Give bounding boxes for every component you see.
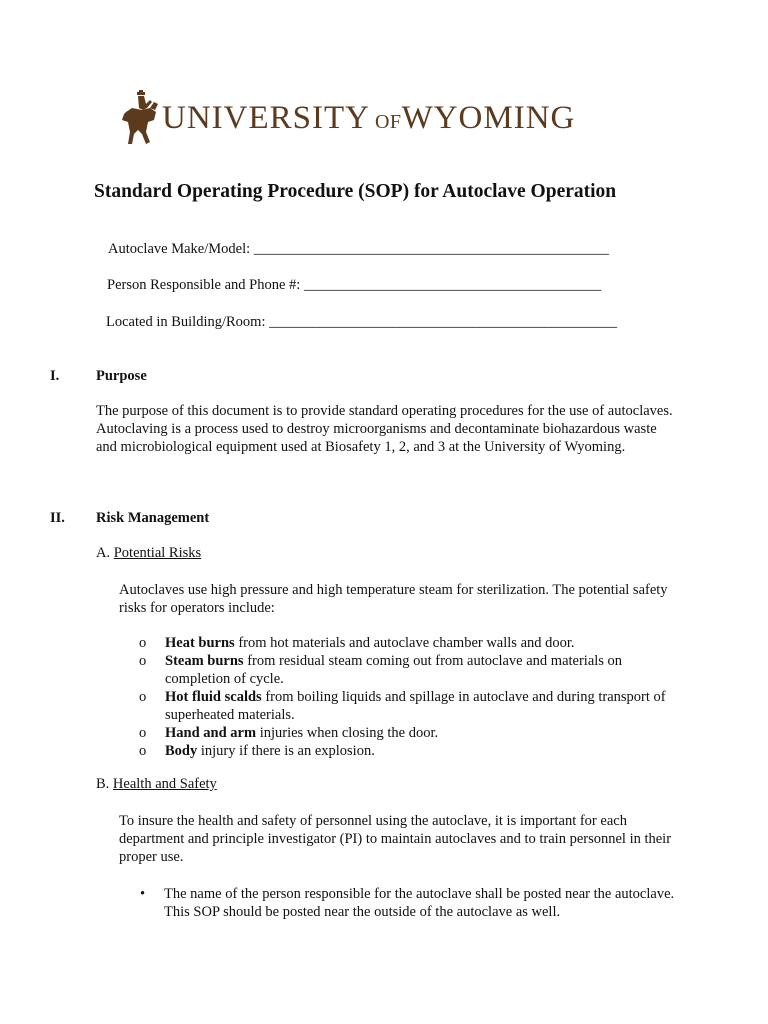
- subsection-b-letter: B.: [96, 776, 110, 792]
- safety-text: The name of the person responsible for the autoclave shall be posted near the autoclave.: [164, 886, 675, 902]
- safety-list: [140, 885, 730, 921]
- subsection-a-title: Potential Risks: [113, 545, 202, 561]
- risk-text: from boiling liquids and spillage in autoclave and during transport of: [261, 689, 666, 705]
- risk-label: Body: [165, 743, 198, 759]
- subsection-a-paragraph: [119, 581, 719, 617]
- section-2-number: II.: [50, 510, 65, 526]
- subsection-a-heading: [96, 545, 201, 562]
- subsection-b-heading: [96, 776, 217, 793]
- list-item: [139, 634, 719, 652]
- bullet-circle-icon: o: [139, 725, 147, 741]
- paragraph-line: Autoclaves use high pressure and high temperature steam for sterilization. The potential safety: [119, 582, 668, 598]
- section-1-paragraph: [96, 402, 736, 456]
- bullet-circle-icon: o: [139, 653, 147, 669]
- risk-text-continued: completion of cycle.: [165, 671, 284, 687]
- risk-label: Hand and arm: [165, 725, 257, 741]
- paragraph-line: department and principle investigator (PI) to maintain autoclaves and to train personnel in their: [119, 831, 672, 847]
- bullet-circle-icon: o: [139, 689, 147, 705]
- list-item: [139, 742, 719, 760]
- risk-text-continued: superheated materials.: [165, 707, 295, 723]
- bullet-circle-icon: o: [139, 635, 147, 651]
- subsection-b-paragraph: [119, 812, 719, 866]
- paragraph-line: risks for operators include:: [119, 600, 275, 616]
- subsection-a-letter: A.: [96, 545, 111, 561]
- list-item: [140, 885, 730, 921]
- section-1-title: Purpose: [96, 368, 147, 384]
- field-person-responsible[interactable]: Person Responsible and Phone #: _________________________________________: [107, 277, 602, 293]
- section-2-title: Risk Management: [96, 510, 210, 526]
- paragraph-line: The purpose of this document is to provide standard operating procedures for the use of autoclaves.: [96, 403, 673, 419]
- bullet-dot-icon: •: [140, 886, 146, 902]
- paragraph-line: Autoclaving is a process used to destroy microorganisms and decontaminate biohazardous waste: [96, 421, 657, 437]
- list-item: [139, 724, 719, 742]
- risk-label: Heat burns: [165, 635, 235, 651]
- list-item: [139, 652, 719, 688]
- logo-text-wyoming: WYOMING: [401, 100, 576, 136]
- paragraph-line: proper use.: [119, 849, 184, 865]
- paragraph-line: To insure the health and safety of personnel using the autoclave, it is important for each: [119, 813, 627, 829]
- risk-label: Steam burns: [165, 653, 244, 669]
- risk-text: from residual steam coming out from autoclave and materials on: [243, 653, 623, 669]
- logo-wordmark: [162, 100, 575, 137]
- bucking-horse-rider-icon: [120, 90, 160, 146]
- field-building-room[interactable]: Located in Building/Room: ________________________________________________: [106, 314, 618, 330]
- field-make-model[interactable]: Autoclave Make/Model: _________________________________________________: [108, 241, 610, 257]
- safety-text-continued: This SOP should be posted near the outside of the autoclave as well.: [164, 904, 561, 920]
- logo-text-of: OF: [374, 111, 402, 133]
- list-item: [139, 688, 719, 724]
- page-title: Standard Operating Procedure (SOP) for Autoclave Operation: [94, 181, 617, 202]
- university-logo: [120, 90, 600, 152]
- risk-text: injuries when closing the door.: [256, 725, 439, 741]
- risk-text: from hot materials and autoclave chamber walls and door.: [234, 635, 575, 651]
- bullet-circle-icon: o: [139, 743, 147, 759]
- risk-text: injury if there is an explosion.: [197, 743, 375, 759]
- section-1-number: I.: [50, 368, 60, 384]
- paragraph-line: and microbiological equipment used at Biosafety 1, 2, and 3 at the University of Wyoming.: [96, 439, 626, 455]
- risk-list: [139, 634, 719, 760]
- subsection-b-title: Health and Safety: [112, 776, 217, 792]
- logo-text-university: UNIVERSITY: [162, 100, 370, 136]
- risk-label: Hot fluid scalds: [165, 689, 262, 705]
